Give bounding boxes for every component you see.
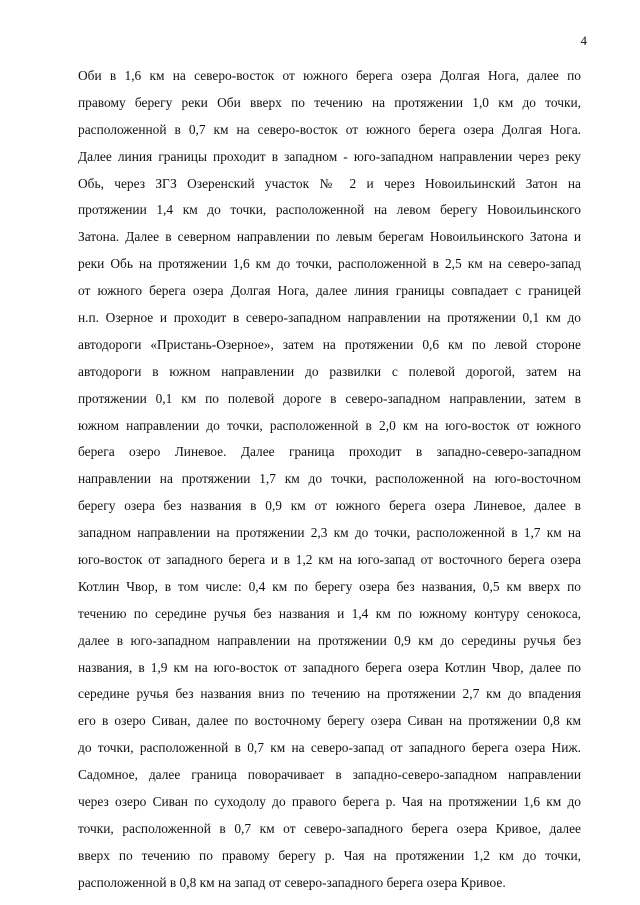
text-line: Котлин Чвор, в том числе: 0,4 км по берегу озера без названия, 0,5 км вверх по: [78, 578, 581, 594]
text-line: реки Обь на протяжении 1,6 км до точки, расположенной в 2,5 км на северо-запад: [78, 256, 581, 272]
text-line: течению по середине ручья без названия и 1,4 км по южному контуру сенокоса,: [78, 605, 581, 621]
text-line: протяжении 1,4 км до точки, расположенной на левом берегу Новоильинского: [78, 202, 581, 218]
text-line: вверх по течению по правому берегу р. Чая на протяжении 1,2 км до точки,: [78, 847, 581, 863]
text-line: от южного берега озера Долгая Нога, далее линия границы совпадает с границей: [78, 283, 581, 299]
text-line: расположенной в 0,7 км на северо-восток от южного берега озера Долгая Нога.: [78, 121, 581, 137]
text-line: Садомное, далее граница поворачивает в западно-северо-западном направлении: [78, 767, 581, 783]
page-number: 4: [580, 33, 587, 48]
text-line: автодороги в южном направлении до развилки с полевой дорогой, затем на: [78, 363, 581, 379]
text-line: автодороги «Пристань-Озерное», затем на протяжении 0,6 км по левой стороне: [78, 336, 581, 352]
text-line: южном направлении до точки, расположенной в 2,0 км на юго-восток от южного: [78, 417, 581, 433]
text-line: середине ручья без названия вниз по течению на протяжении 2,7 км до впадения: [78, 686, 581, 702]
text-line: н.п. Озерное и проходит в северо-западном направлении на протяжении 0,1 км до: [78, 310, 581, 326]
text-line: его в озеро Сиван, далее по восточному берегу озера Сиван на протяжении 0,8 км: [78, 713, 581, 729]
text-line: юго-восток от западного берега и в 1,2 км на юго-запад от восточного берега озера: [78, 552, 581, 568]
text-line: Затона. Далее в северном направлении по левым берегам Новоильинского Затона и: [78, 229, 581, 245]
body-text: [78, 63, 581, 897]
text-line: Оби в 1,6 км на северо-восток от южного берега озера Долгая Нога, далее по: [78, 68, 581, 83]
text-line: берегу озера без названия в 0,9 км от южного берега озера Линевое, далее в: [78, 498, 581, 514]
text-line: Обь, через ЗГЗ Озеренский участок № 2 и через Новоильинский Затон на: [78, 175, 581, 191]
text-line: берега озеро Линевое. Далее граница проходит в западно-северо-западном: [78, 444, 581, 460]
text-line: точки, расположенной в 0,7 км от северо-западного берега озера Кривое, далее: [78, 820, 581, 836]
text-line: протяжении 0,1 км по полевой дороге в северо-западном направлении, затем в: [78, 390, 581, 406]
text-line: западном направлении на протяжении 2,3 км до точки, расположенной в 1,7 км на: [78, 525, 581, 541]
text-line: далее в юго-западном направлении на протяжении 0,9 км до середины ручья без: [78, 632, 581, 648]
text-line: направлении на протяжении 1,7 км до точки, расположенной на юго-восточном: [78, 471, 581, 487]
text-line: Далее линия границы проходит в западном - юго-западном направлении через реку: [78, 148, 581, 164]
text-line: через озеро Сиван по суходолу до правого берега р. Чая на протяжении 1,6 км до: [78, 794, 581, 810]
text-line: до точки, расположенной в 0,7 км на северо-запад от западного берега озера Ниж.: [78, 740, 581, 756]
text-line: правому берегу реки Оби вверх по течению на протяжении 1,0 км до точки,: [78, 94, 581, 110]
text-line: названия, в 1,9 км на юго-восток от западного берега озера Котлин Чвор, далее по: [78, 659, 581, 675]
text-line-last: расположенной в 0,8 км на запад от северо-западного берега озера Кривое.: [78, 874, 506, 890]
